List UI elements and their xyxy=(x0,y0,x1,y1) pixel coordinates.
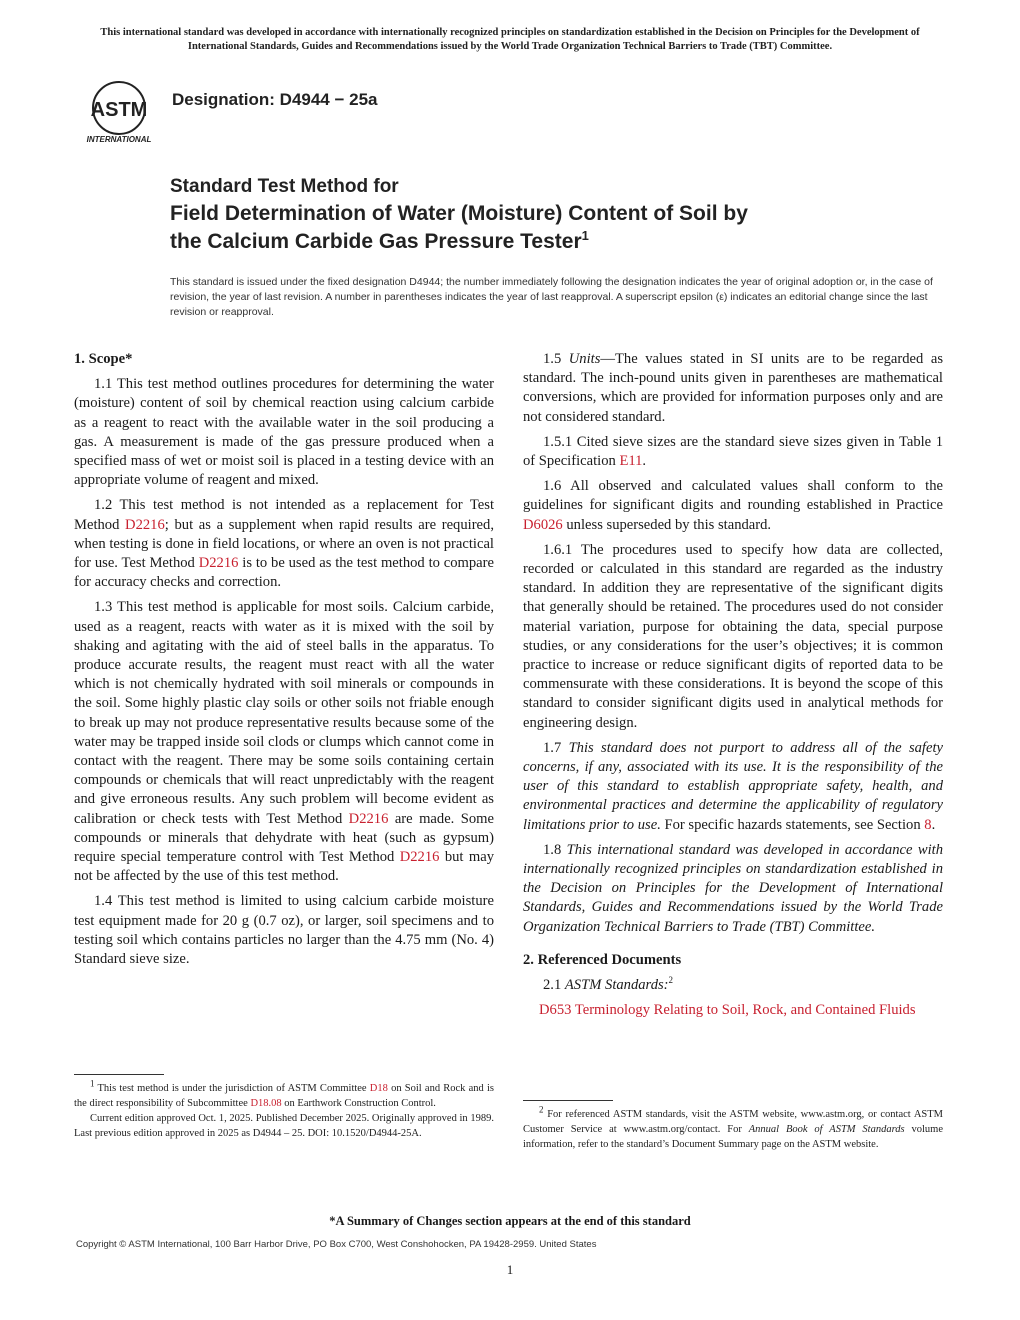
astm-logo xyxy=(76,78,162,146)
para-2-1: 2.1 ASTM Standards:$^2$ xyxy=(543,975,674,994)
para-1-5-1: 1.5.1 Cited sieve sizes are the standard sieve sizes given in Table 1 of Specification E11. xyxy=(523,433,943,470)
link-d2216[interactable]: D2216 xyxy=(399,849,440,866)
para-1-5: 1.5 Units—The values stated in SI units are to be regarded as standard. The inch-pound units given in parentheses are mathematical conversions, which are provided for information purposes only and are not considered standard. xyxy=(523,351,943,425)
ref-d653[interactable]: D653 Terminology Relating to Soil, Rock, and Contained Fluids xyxy=(539,1002,916,1019)
footnote-rule xyxy=(74,1074,164,1075)
link-d18[interactable]: D18 xyxy=(369,1083,388,1094)
link-section-8[interactable]: 8 xyxy=(924,816,932,833)
right-column xyxy=(523,350,943,1021)
top-notice: This international standard was developed in accordance with internationally recognized principles on standardization established in the Decision on Principles for the Development of International Standards, Guides and Recommendations issued by the World Trade Organization Technical Barriers to Trade (TBT) Committee. xyxy=(100,27,920,52)
title-footnote-mark[interactable]: 1 xyxy=(581,228,589,243)
referenced-documents-heading: 2. Referenced Documents xyxy=(523,951,682,968)
para-1-2: 1.2 This test method is not intended as a replacement for Test Method D2216; but as a supplement when rapid results are required, when testing is done in field locations, or where an oven is not practical for use. Test Method D2216 is to be used as the test method to compare for accuracy checks and correction. xyxy=(74,497,494,591)
summary-of-changes-note: *A Summary of Changes section appears at the end of this standard xyxy=(329,1214,691,1228)
title-line-1: Standard Test Method for xyxy=(170,176,399,197)
link-d2216[interactable]: D2216 xyxy=(348,810,389,827)
para-1-6: 1.6 All observed and calculated values shall conform to the guidelines for significant digits and rounding established in Practice D6026 unless superseded by this standard. xyxy=(523,478,943,533)
page-number: 1 xyxy=(506,1262,514,1277)
footnote-2-mark[interactable]: 2 xyxy=(668,975,674,986)
footnote-2 xyxy=(523,1100,943,1152)
designation: Designation: D4944 − 25a xyxy=(172,90,378,109)
footnote-2-text: $^2$ For referenced ASTM standards, visit the ASTM website, www.astm.org, or contact ASTM Customer Service at www.astm.org/contact. For Annual Book of ASTM Standards volume information, refer to the standard’s Document Summary page on the ASTM website. xyxy=(523,1104,944,1150)
link-d18-08[interactable]: D18.08 xyxy=(250,1098,282,1109)
svg-text:ASTM: ASTM xyxy=(90,99,148,121)
title-line-2: Field Determination of Water (Moisture) Content of Soil by xyxy=(170,202,748,225)
link-d2216[interactable]: D2216 xyxy=(198,555,239,572)
para-1-3: 1.3 This test method is applicable for most soils. Calcium carbide, used as a reagent, reacts with water as it is mixed with the soil by shaking and agitating with the aid of steel balls in the apparatus. To produce accurate results, the reagent must react with all the water which is not chemically hydrated with soil minerals or compounds in the soil. Some highly plastic clay soils or other soils not friable enough to break up may not produce representative results because some of the water may be trapped inside soil clods or clumps which cannot come in contact with the reagent. There may be some soils containing certain compounds or chemicals that will react unpredictably with the reagent and give erroneous results. Any such problem will become evident as calibration or check tests with Test Method D2216 are made. Some compounds or minerals that dehydrate with heat (such as gypsum) require special temperature control with Test Method D2216 but may not be affected by the use of this test method. xyxy=(74,599,494,885)
footnote-1-edition: Current edition approved Oct. 1, 2025. Published December 2025. Originally approved in 1989. Last previous edition approved in 2025 as D4944 – 25. DOI: 10.1520/D4944-25A. xyxy=(74,1113,494,1139)
para-1-8: 1.8 This international standard was developed in accordance with internationally recognized principles on standardization established in the Decision on Principles for the Development of International Standards, Guides and Recommendations issued by the World Trade Organization Technical Barriers to Trade (TBT) Committee. xyxy=(523,841,944,935)
para-1-4: 1.4 This test method is limited to using calcium carbide moisture test equipment made for 20 g (0.7 oz), or larger, soil specimens and to testing soil which contains particles no larger than the 4.75 mm (No. 4) Standard sieve size. xyxy=(74,893,494,968)
issuance-note: This standard is issued under the fixed designation D4944; the number immediately following the designation indicates the year of original adoption or, in the case of revision, the year of last revision. A number in parentheses indicates the year of last reapproval. A superscript epsilon (ε) indicates an editorial change since the last revision or reapproval. xyxy=(170,276,933,318)
title-line-3: the Calcium Carbide Gas Pressure Tester$^1$ xyxy=(170,228,589,253)
title-block xyxy=(170,174,950,256)
link-d6026[interactable]: D6026 xyxy=(523,516,563,533)
link-e11[interactable]: E11 xyxy=(619,453,643,470)
para-1-1: 1.1 This test method outlines procedures for determining the water (moisture) content of soil by chemical reaction using calcium carbide as a reagent to react with the available water in the soil producing a gas. A measurement is made of the gas pressure produced when a specified mass of wet or moist soil is placed in a testing device with an appropriate volume of reagent and mixed. xyxy=(74,376,494,489)
link-d2216[interactable]: D2216 xyxy=(125,516,165,533)
left-column xyxy=(74,350,494,975)
footnote-1-text: $^1$ This test method is under the jurisdiction of ASTM Committee D18 on Soil and Rock and is the direct responsibility of Subcommittee D18.08 on Earthwork Construction Control. xyxy=(74,1078,494,1109)
footnote-rule xyxy=(523,1100,613,1101)
para-1-6-1: 1.6.1 The procedures used to specify how data are collected, recorded or calculated in this standard are regarded as the industry standard. In addition they are representative of the significant digits that generally should be retained. The procedures used do not consider material variation, purpose for obtaining the data, special purpose studies, or any considerations for the user’s objectives; it is common practice to increase or reduce significant digits of reported data to be commensurate with these considerations. It is beyond the scope of this standard to consider significant digits used in analytical methods for engineering design. xyxy=(523,541,943,731)
para-1-7: 1.7 This standard does not purport to address all of the safety concerns, if any, associated with its use. It is the responsibility of the user of this standard to establish appropriate safety, health, and environmental practices and determine the applicability of regulatory limitations prior to use. For specific hazards statements, see Section 8. xyxy=(523,739,943,833)
footnote-1 xyxy=(74,1074,494,1141)
scope-heading: 1. Scope* xyxy=(74,351,133,367)
svg-text:INTERNATIONAL: INTERNATIONAL xyxy=(86,135,152,144)
copyright: Copyright © ASTM International, 100 Barr Harbor Drive, PO Box C700, West Conshohocken, PA 19428-2959. United States xyxy=(76,1239,597,1250)
